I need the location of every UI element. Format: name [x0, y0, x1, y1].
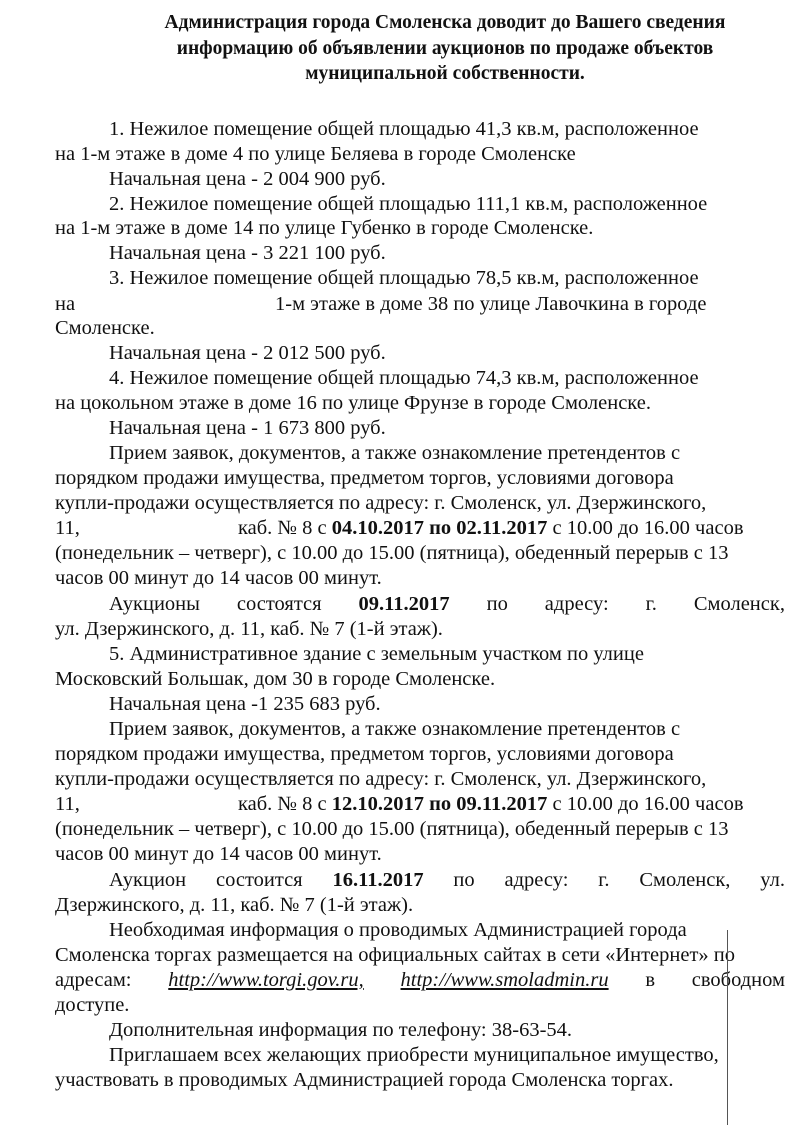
reception2-line1: Прием заявок, документов, а также ознакомление претендентов с: [109, 718, 681, 740]
reception2-line4: [238, 792, 744, 816]
lot1-line2: на 1-м этаже в доме 4 по улице Беляева в городе Смоленске: [55, 143, 576, 165]
lot3-line2a: на: [55, 293, 76, 315]
auction2-line1: [109, 868, 785, 892]
reception2-line4a: 11,: [55, 793, 80, 815]
reception1-line4a: 11,: [55, 517, 80, 539]
reception1-line3: купли-продажи осуществляется по адресу: г. Смоленск, ул. Дзержинского,: [55, 492, 707, 514]
reception2-line5: (понедельник – четверг), с 10.00 до 15.00 (пятница), обеденный перерыв с 13: [55, 818, 729, 840]
lot5-price: Начальная цена -1 235 683 руб.: [109, 693, 381, 715]
reception1-line4b: каб. № 8 с: [238, 517, 332, 539]
auction2-w2: состоится: [216, 869, 303, 891]
reception2-line2: порядком продажи имущества, предметом торгов, условиями договора: [55, 743, 674, 765]
reception1-dates: 04.10.2017 по 02.11.2017: [331, 517, 548, 539]
auction2-w3: по: [453, 869, 475, 891]
info-line3a: адресам:: [55, 969, 132, 991]
reception1-line6: часов 00 минут до 14 часов 00 минут.: [55, 567, 382, 589]
auction1-w5: г.: [645, 593, 657, 615]
reception2-dates: 12.10.2017 по 09.11.2017: [331, 793, 548, 815]
reception1-line4d: с 10.00 до 16.00 часов: [547, 517, 744, 539]
auction2-w5: г.: [598, 869, 610, 891]
lot4-line1: 4. Нежилое помещение общей площадью 74,3 кв.м, расположенное: [109, 367, 699, 389]
scan-artifact-line: [727, 930, 728, 1125]
title-line: Администрация города Смоленска доводит до Вашего сведения: [164, 12, 726, 33]
invite-line1: Приглашаем всех желающих приобрести муниципальное имущество,: [109, 1044, 719, 1066]
reception1-line4: [238, 516, 744, 540]
info-line3b: в: [645, 969, 656, 991]
reception1-line5: (понедельник – четверг), с 10.00 до 15.00 (пятница), обеденный перерыв с 13: [55, 542, 729, 564]
info-line3: [55, 968, 785, 992]
lot2-price: Начальная цена - 3 221 100 руб.: [109, 242, 386, 264]
reception1-line1: Прием заявок, документов, а также ознакомление претендентов с: [109, 442, 681, 464]
lot4-price: Начальная цена - 1 673 800 руб.: [109, 417, 386, 439]
lot5-line1: 5. Административное здание с земельным участком по улице: [109, 643, 644, 665]
document-title: [100, 10, 790, 87]
auction1-w1: Аукционы: [109, 593, 200, 615]
title-line: информацию об объявлении аукционов по продаже объектов: [176, 37, 714, 59]
auction2-w4: адресу:: [504, 869, 569, 891]
info-line1: Необходимая информация о проводимых Администрацией города: [109, 919, 687, 941]
auction2-date: 16.11.2017: [332, 869, 424, 891]
lot1-price: Начальная цена - 2 004 900 руб.: [109, 168, 386, 190]
lot3-line2b: 1-м этаже в доме 38 по улице Лавочкина в городе: [275, 293, 707, 315]
auction1-w2: состоятся: [236, 593, 322, 615]
auction2-line2: Дзержинского, д. 11, каб. № 7 (1-й этаж).: [55, 894, 414, 916]
auction2-w1: Аукцион: [109, 869, 187, 891]
lot1-line1: 1. Нежилое помещение общей площадью 41,3 кв.м, расположенное: [109, 118, 699, 140]
smoladmin-link[interactable]: http://www.smoladmin.ru: [400, 969, 609, 991]
auction2-w6: Смоленск,: [639, 869, 731, 891]
torgi-link[interactable]: http://www.torgi.gov.ru,: [168, 969, 364, 991]
auction1-w3: по: [486, 593, 508, 615]
lot5-line2: Московский Большак, дом 30 в городе Смоленске.: [55, 668, 496, 690]
auction1-w6: Смоленск,: [693, 593, 785, 615]
lot3-line3: Смоленске.: [55, 317, 155, 339]
phone-line: Дополнительная информация по телефону: 38-63-54.: [109, 1019, 573, 1041]
lot3-line1: 3. Нежилое помещение общей площадью 78,5 кв.м, расположенное: [109, 267, 699, 289]
auction1-line1: [109, 592, 785, 616]
title-line: муниципальной собственности.: [305, 63, 585, 84]
auction1-date: 09.11.2017: [358, 593, 450, 615]
lot2-line2: на 1-м этаже в доме 14 по улице Губенко в городе Смоленске.: [55, 217, 594, 239]
lot2-line1: 2. Нежилое помещение общей площадью 111,1 кв.м, расположенное: [109, 193, 708, 215]
invite-line2: участвовать в проводимых Администрацией города Смоленска торгах.: [55, 1069, 674, 1091]
lot3-price: Начальная цена - 2 012 500 руб.: [109, 342, 386, 364]
lot4-line2: на цокольном этаже в доме 16 по улице Фрунзе в городе Смоленске.: [55, 392, 651, 414]
reception2-line3: купли-продажи осуществляется по адресу: г. Смоленск, ул. Дзержинского,: [55, 768, 707, 790]
auction1-w4: адресу:: [544, 593, 609, 615]
info-line3c: свободном: [691, 969, 785, 991]
reception1-line2: порядком продажи имущества, предметом торгов, условиями договора: [55, 467, 674, 489]
reception2-line6: часов 00 минут до 14 часов 00 минут.: [55, 843, 382, 865]
auction1-line2: ул. Дзержинского, д. 11, каб. № 7 (1-й этаж).: [55, 618, 443, 640]
info-line2: Смоленска торгах размещается на официальных сайтах в сети «Интернет» по: [55, 944, 736, 966]
reception2-line4d: с 10.00 до 16.00 часов: [547, 793, 744, 815]
info-line4: доступе.: [55, 994, 130, 1016]
auction2-w7: ул.: [760, 869, 785, 891]
reception2-line4b: каб. № 8 с: [238, 793, 332, 815]
